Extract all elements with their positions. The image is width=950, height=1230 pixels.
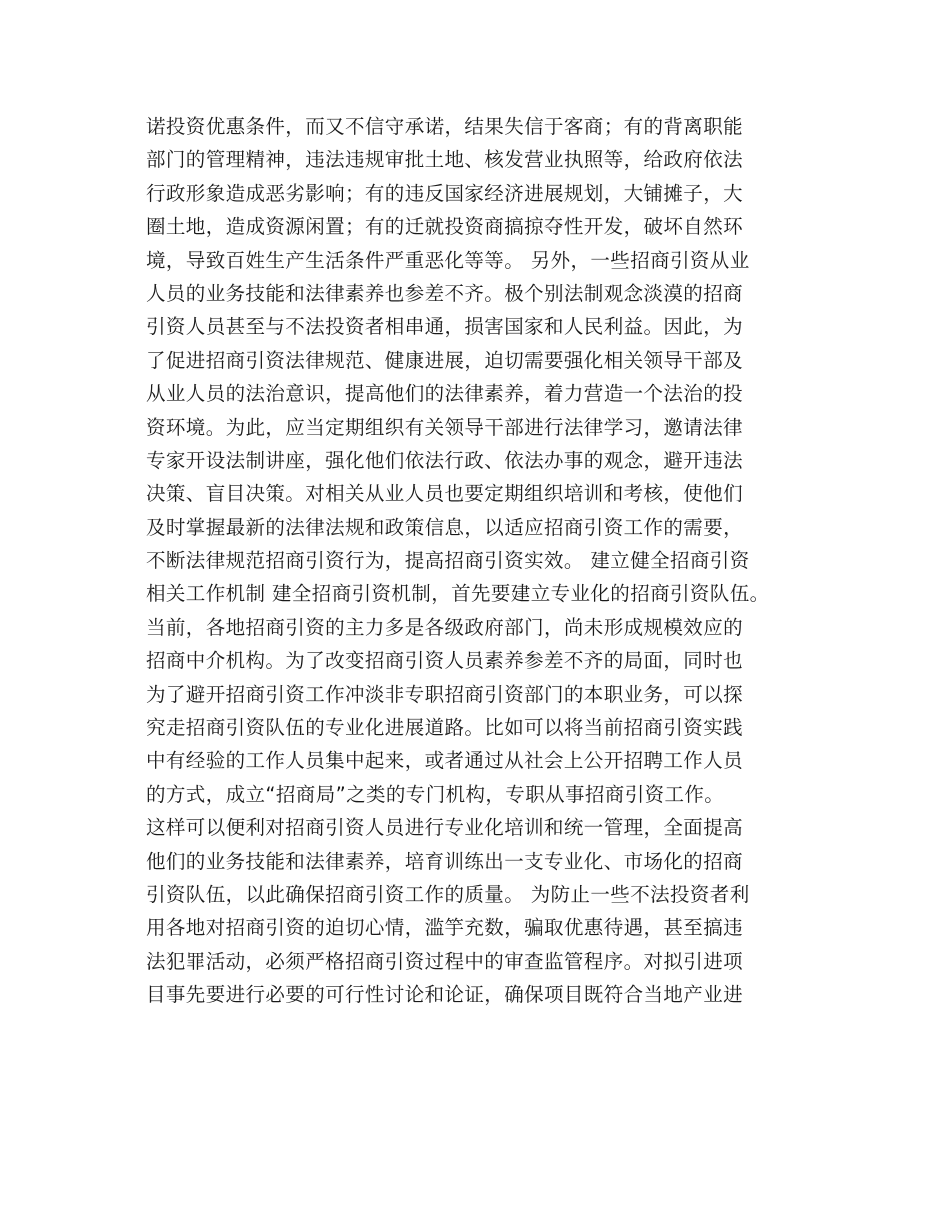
body-text: [146, 110, 936, 1012]
text-line: 资环境。为此，应当定期组织有关领导干部进行法律学习，邀请法律: [146, 415, 744, 439]
text-line: 从业人员的法治意识，提高他们的法律素养，着力营造一个法治的投: [146, 382, 744, 406]
text-line: 诺投资优惠条件，而又不信守承诺，结果失信于客商；有的背离职能: [146, 115, 744, 138]
text-line: 的方式，成立“招商局”之类的专门机构，专职从事招商引资工作。: [146, 782, 725, 806]
text-line: 不断法律规范招商引资行为，提高招商引资实效。 建立健全招商引资: [146, 549, 750, 573]
text-line: 境，导致百姓生产生活条件严重恶化等等。 另外，一些招商引资从业: [146, 248, 750, 272]
text-line: 决策、盲目决策。对相关从业人员也要定期组织培训和考核，使他们: [146, 482, 744, 506]
text-line: 了促进招商引资法律规范、健康进展，迫切需要强化相关领导干部及: [146, 348, 744, 372]
text-line: 专家开设法制讲座，强化他们依法行政、依法办事的观念，避开违法: [146, 448, 744, 472]
text-line: 行政形象造成恶劣影响；有的违反国家经济进展规划，大铺摊子，大: [146, 181, 744, 205]
text-line: 他们的业务技能和法律素养，培育训练出一支专业化、市场化的招商: [146, 849, 744, 873]
text-line: 目事先要进行必要的可行性讨论和论证，确保项目既符合当地产业进: [146, 983, 744, 1007]
text-line: 究走招商引资队伍的专业化进展道路。比如可以将当前招商引资实践: [146, 716, 744, 740]
text-line: 用各地对招商引资的迫切心情，滥竽充数，骗取优惠待遇，甚至搞违: [146, 916, 744, 940]
text-line: 当前，各地招商引资的主力多是各级政府部门，尚未形成规模效应的: [146, 615, 744, 639]
text-line: 为了避开招商引资工作冲淡非专职招商引资部门的本职业务，可以探: [146, 682, 744, 706]
text-line: 圈土地，造成资源闲置；有的迁就投资商搞掠夺性开发，破坏自然环: [146, 215, 744, 239]
text-line: 中有经验的工作人员集中起来，或者通过从社会上公开招聘工作人员: [146, 749, 744, 773]
text-line: 相关工作机制 建全招商引资机制，首先要建立专业化的招商引资队伍。: [146, 582, 770, 606]
text-line: 人员的业务技能和法律素养也参差不齐。极个别法制观念淡漠的招商: [146, 281, 744, 305]
text-line: 部门的管理精神，违法违规审批土地、核发营业执照等，给政府依法: [146, 148, 744, 172]
text-line: 招商中介机构。为了改变招商引资人员素养参差不齐的局面，同时也: [146, 649, 744, 673]
text-line: 及时掌握最新的法律法规和政策信息，以适应招商引资工作的需要，: [146, 515, 744, 539]
text-line: 引资人员甚至与不法投资者相串通，损害国家和人民利益。因此，为: [146, 315, 744, 339]
text-line: 引资队伍，以此确保招商引资工作的质量。 为防止一些不法投资者利: [146, 882, 750, 906]
text-line: 法犯罪活动，必须严格招商引资过程中的审查监管程序。对拟引进项: [146, 949, 744, 973]
text-line: 这样可以便利对招商引资人员进行专业化培训和统一管理，全面提高: [146, 816, 744, 840]
